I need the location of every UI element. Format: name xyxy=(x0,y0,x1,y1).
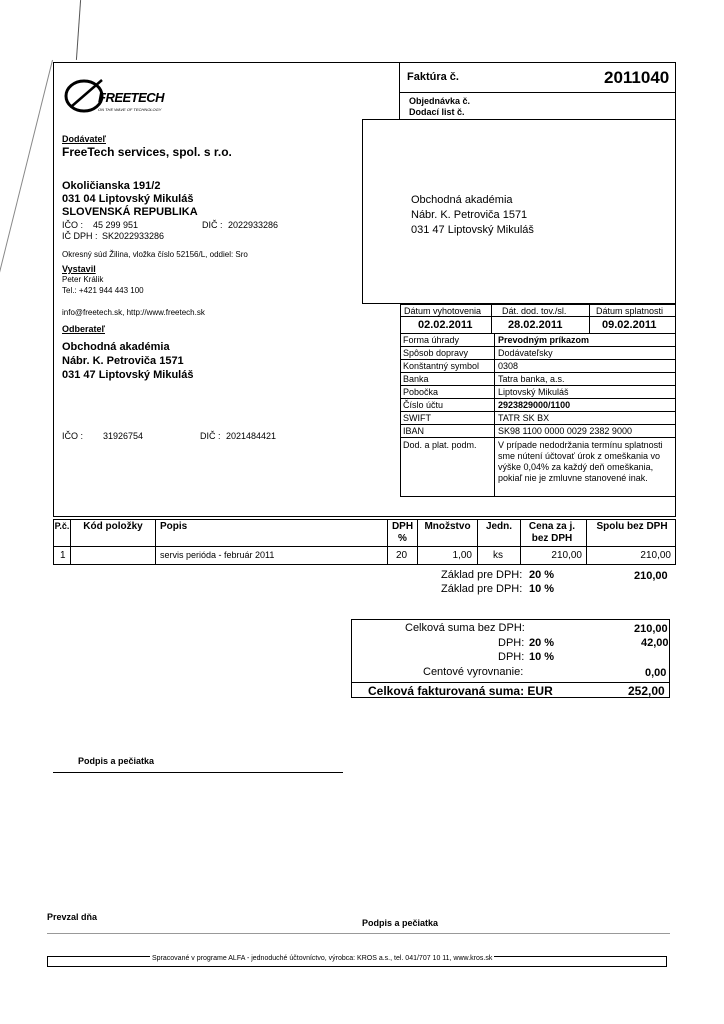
supplier-section-label: Dodávateľ xyxy=(62,134,106,144)
payment-row xyxy=(400,425,675,438)
row-dph: 20 xyxy=(396,550,408,561)
delivery-date: 28.02.2011 xyxy=(508,319,563,331)
invoice-label: Faktúra č. xyxy=(407,71,459,83)
payment-row-value: Liptovský Mikuláš xyxy=(498,387,569,397)
payment-row-separator xyxy=(494,386,495,398)
items-col-6 xyxy=(520,519,521,565)
payment-row-separator xyxy=(494,347,495,359)
logo-text: FREETECH xyxy=(98,90,165,105)
received-date-label: Prevzal dňa xyxy=(47,912,98,922)
vat20-label: DPH: xyxy=(498,637,525,649)
base20-value: 210,00 xyxy=(634,570,668,582)
payment-row xyxy=(400,373,675,386)
supplier-name: FreeTech services, spol. s r.o. xyxy=(62,145,232,159)
payment-row xyxy=(400,360,675,373)
signature-label-1: Podpis a pečiatka xyxy=(78,756,155,766)
payment-row-key: Forma úhrady xyxy=(403,335,460,345)
supplier-icdph-label: IČ DPH : xyxy=(62,231,98,241)
buyer-ico: 31926754 xyxy=(103,431,144,441)
payment-row xyxy=(400,386,675,399)
supplier-street: Okoličianska 191/2 xyxy=(62,180,161,192)
payment-row-separator xyxy=(494,412,495,424)
col-header-price: Cena za j. bez DPH xyxy=(528,521,576,544)
issue-date-label: Dátum vyhotovenia xyxy=(404,306,482,316)
payment-row-value: TATR SK BX xyxy=(498,413,550,423)
total-no-vat: 210,00 xyxy=(634,623,668,635)
payment-right-border xyxy=(675,334,676,496)
supplier-contact: info@freetech.sk, http://www.freetech.sk xyxy=(62,308,205,317)
rounding-label: Centové vyrovnanie: xyxy=(423,666,524,678)
row-unit: ks xyxy=(493,550,503,561)
address-line-1: Obchodná akadémia xyxy=(411,194,513,206)
dates-col-divider-2 xyxy=(589,304,590,334)
payment-row xyxy=(400,399,675,412)
supplier-register: Okresný súd Žilina, vložka číslo 52156/L, oddiel: Sro xyxy=(62,250,248,259)
payment-row-value: Prevodným príkazom xyxy=(498,335,590,345)
supplier-ico: 45 299 951 xyxy=(93,220,139,230)
payment-row-separator xyxy=(494,373,495,385)
scan-mark-top xyxy=(76,0,81,60)
buyer-street: Nábr. K. Petroviča 1571 xyxy=(62,355,184,367)
payment-row-separator xyxy=(494,334,495,346)
items-header-divider xyxy=(53,546,676,547)
payment-row-value: SK98 1100 0000 0029 2382 9000 xyxy=(498,426,632,436)
vat10-rate: 10 % xyxy=(529,651,555,663)
col-header-qty: Množstvo xyxy=(424,521,471,532)
delivery-note-label: Dodací list č. xyxy=(409,107,465,117)
terms-text: V prípade nedodržania termínu splatnosti sme nútení účtovať úrok z omeškania vo výške 0,04% za každý deň omeškania, pokiaľ nie je zmluvne stanovené inak. xyxy=(498,440,663,483)
row-qty: 1,00 xyxy=(452,550,472,561)
row-pc: 1 xyxy=(60,550,66,561)
total-no-vat-label: Celková suma bez DPH: xyxy=(405,622,525,634)
col-header-dph: DPH % xyxy=(391,521,414,544)
supplier-dic: 2022933286 xyxy=(228,220,279,230)
payment-row xyxy=(400,347,675,360)
items-col-7 xyxy=(586,519,587,565)
col-header-desc: Popis xyxy=(160,521,188,532)
header-divider-vertical xyxy=(399,62,400,120)
row-price: 210,00 xyxy=(551,550,582,561)
items-col-1 xyxy=(70,519,71,565)
vat10-label: DPH: xyxy=(498,651,525,663)
terms-label: Dod. a plat. podm. xyxy=(403,440,477,450)
totals-divider xyxy=(351,682,670,683)
buyer-section-label: Odberateľ xyxy=(62,324,105,334)
signature-label-2: Podpis a pečiatka xyxy=(362,918,439,928)
payment-row-key: Spôsob dopravy xyxy=(403,348,469,358)
payment-row-key: Pobočka xyxy=(403,387,439,397)
buyer-ico-label: IČO : xyxy=(62,431,84,441)
grand-total: 252,00 xyxy=(628,684,665,698)
issue-date: 02.02.2011 xyxy=(418,319,473,331)
address-line-3: 031 47 Liptovský Mikuláš xyxy=(411,224,534,236)
buyer-name: Obchodná akadémia xyxy=(62,341,170,353)
base10-rate: 10 % xyxy=(529,583,555,595)
scan-mark-left xyxy=(0,60,53,274)
payment-row-key: Konštantný symbol xyxy=(403,361,480,371)
payment-row-value: 2923829000/1100 xyxy=(498,400,571,410)
row-desc: servis perióda - február 2011 xyxy=(160,550,275,560)
payment-row xyxy=(400,334,675,347)
vat20-value: 42,00 xyxy=(641,637,669,649)
due-date: 09.02.2011 xyxy=(602,319,657,331)
delivery-date-label: Dát. dod. tov./sl. xyxy=(502,306,567,316)
payment-row-key: IBAN xyxy=(403,426,425,436)
supplier-country: SLOVENSKÁ REPUBLIKA xyxy=(62,206,198,218)
payment-row-separator xyxy=(494,425,495,437)
supplier-ico-label: IČO : xyxy=(62,220,84,230)
software-note: Spracované v programe ALFA - jednoduché účtovníctvo, výrobca: KROS a.s., tel. 041/707 10 11, www.kros.sk xyxy=(152,955,493,962)
base20-label: Základ pre DPH: xyxy=(441,569,523,581)
col-header-total: Spolu bez DPH xyxy=(596,521,668,532)
payment-row-value: 0308 xyxy=(498,361,519,371)
address-line-2: Nábr. K. Petroviča 1571 xyxy=(411,209,528,221)
payment-row-value: Dodávateľsky xyxy=(498,348,553,358)
supplier-city: 031 04 Liptovský Mikuláš xyxy=(62,193,194,205)
payment-left-border xyxy=(400,334,401,496)
supplier-phone: Tel.: +421 944 443 100 xyxy=(62,286,144,295)
buyer-dic: 2021484421 xyxy=(226,431,277,441)
vat20-rate: 20 % xyxy=(529,637,555,649)
terms-divider xyxy=(494,438,495,496)
rounding-value: 0,00 xyxy=(645,667,667,679)
payment-row-separator xyxy=(494,360,495,372)
payment-row-key: Banka xyxy=(403,374,429,384)
supplier-icdph: SK2022933286 xyxy=(102,231,165,241)
col-header-code: Kód položky xyxy=(83,521,143,532)
issued-by-name: Peter Králik xyxy=(62,275,104,284)
col-header-pc: P.č. xyxy=(54,521,70,531)
buyer-dic-label: DIČ : xyxy=(200,431,221,441)
issued-by-label: Vystavil xyxy=(62,264,96,274)
invoice-number: 2011040 xyxy=(604,68,670,87)
base20-rate: 20 % xyxy=(529,569,555,581)
payment-row-value: Tatra banka, a.s. xyxy=(498,374,565,384)
logo-tagline: ON THE WAVE OF TECHNOLOGY xyxy=(98,107,162,112)
items-col-2 xyxy=(155,519,156,565)
payment-bottom-border xyxy=(400,496,676,497)
supplier-dic-label: DIČ : xyxy=(202,220,223,230)
base10-label: Základ pre DPH: xyxy=(441,583,523,595)
col-header-unit: Jedn. xyxy=(485,521,513,532)
due-date-label: Dátum splatnosti xyxy=(596,306,664,316)
row-total: 210,00 xyxy=(640,550,671,561)
header-divider-horizontal xyxy=(399,92,676,93)
buyer-city: 031 47 Liptovský Mikuláš xyxy=(62,369,194,381)
dates-col-divider-1 xyxy=(491,304,492,334)
payment-row xyxy=(400,412,675,425)
dates-table-divider xyxy=(400,316,676,317)
order-label: Objednávka č. xyxy=(409,96,471,106)
grand-total-label: Celková fakturovaná suma: EUR xyxy=(368,684,553,698)
signature-line-1 xyxy=(53,772,343,773)
footer-rule xyxy=(47,933,670,934)
payment-row-key: SWIFT xyxy=(403,413,431,423)
payment-row-separator xyxy=(494,399,495,411)
freetech-logo xyxy=(62,76,182,120)
payment-row-key: Číslo účtu xyxy=(403,400,444,410)
